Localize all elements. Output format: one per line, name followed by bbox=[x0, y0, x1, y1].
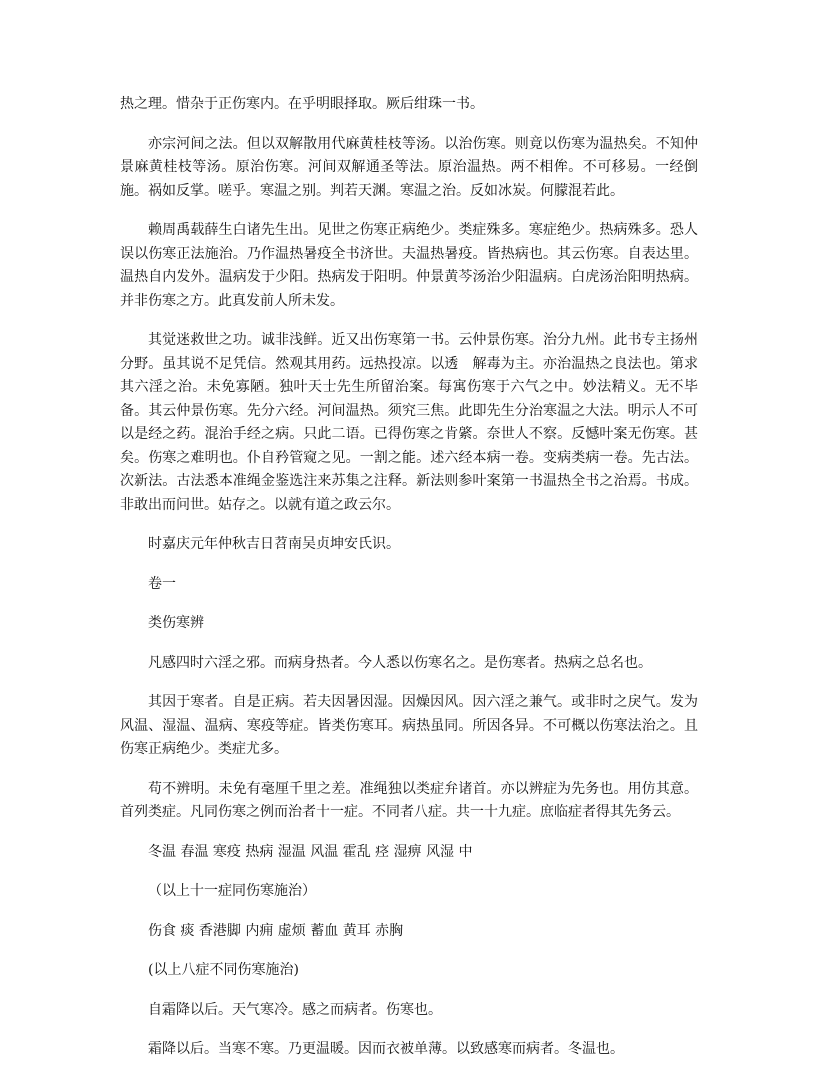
volume-heading: 卷一 bbox=[148, 575, 176, 592]
symptom-list-different: 伤食 痰 香港脚 内痈 虚烦 蓄血 黄耳 赤胸 bbox=[148, 922, 404, 939]
paragraph-ye-tianshi: 其觉迷救世之功。诚非浅鲜。近又出伤寒第一书。云仲景伤寒。治分九州。此书专主扬州分野。虽其说不足凭信。然观其用药。远热投凉。以透 解毒为主。亦治温热之良法也。第求其六淫之治。未免寡陋。独叶天士先生所留治案。每寓伤寒于六气之中。妙法精义。无不毕备。其云仲景伤寒。先分六经。河间温热。须究三焦。此即先生分治寒温之大法。明示人不可以是经之药。混治手经之病。只此二语。已得伤寒之肯綮。奈世人不察。反憾叶案无伤寒。甚矣。伤寒之难明也。仆自矜管窥之见。一割之能。述六经本病一卷。变病类病一卷。先古法。次新法。古法悉本准绳金鉴选注来苏集之注释。新法则参叶案第一书温热全书之治焉。书成。非敢出而问世。姑存之。以就有道之政云尔。 bbox=[120, 332, 698, 513]
paragraph-causes: 其因于寒者。自是正病。若夫因暑因湿。因燥因风。因六淫之兼气。或非时之戾气。发为风温、湿温、温病、寒疫等症。皆类伤寒耳。病热虽同。所因各异。不可概以伤寒法治之。且伤寒正病绝少。类症尤多。 bbox=[120, 694, 698, 757]
section-heading: 类伤寒辨 bbox=[148, 615, 204, 631]
paragraph-zhou-xue: 赖周禹载薛生白诸先生出。见世之伤寒正病绝少。类症殊多。寒症绝少。热病殊多。恐人误以伤寒正法施治。乃作温热暑疫全书济世。夫温热暑疫。皆热病也。其云伤寒。自表达里。温热自内发外。温病发于少阳。热病发于阳明。仲景黄芩汤治少阳温病。白虎汤治阳明热病。并非伤寒之方。此真发前人所未发。 bbox=[120, 222, 698, 309]
paragraph-continuation: 热之理。惜杂于正伤寒内。在乎明眼择取。厥后绀珠一书。 bbox=[120, 96, 484, 112]
document-page bbox=[120, 93, 698, 1078]
paragraph-date-signature: 时嘉庆元年仲秋吉日苕南吴贞坤安氏识。 bbox=[148, 536, 400, 552]
symptom-list-same-note: （以上十一症同伤寒施治） bbox=[148, 883, 316, 899]
paragraph-dongwen-definition: 霜降以后。当寒不寒。乃更温暖。因而衣被单薄。以致感寒而病者。冬温也。 bbox=[148, 1041, 624, 1057]
paragraph-hejian-method: 亦宗河间之法。但以双解散用代麻黄桂枝等汤。以治伤寒。则竟以伤寒为温热矣。不知仲景麻黄桂枝等汤。原治伤寒。河间双解通圣等法。原治温热。两不相侔。不可移易。一经倒施。祸如反掌。嗟乎。寒温之别。判若天渊。寒温之治。反如冰炭。何朦混若此。 bbox=[120, 135, 698, 199]
paragraph-shanghan-definition: 自霜降以后。天气寒冷。感之而病者。伤寒也。 bbox=[148, 1001, 442, 1018]
paragraph-distinction: 苟不辨明。未免有毫厘千里之差。准绳独以类症弁诸首。亦以辨症为先务也。用仿其意。首列类症。凡同伤寒之例而治者十一症。不同者八症。共一十九症。庶临症者得其先务云。 bbox=[120, 780, 698, 820]
symptom-list-same: 冬温 春温 寒疫 热病 湿温 风温 霍乱 痉 湿痹 风湿 中 bbox=[148, 843, 473, 860]
paragraph-definition: 凡感四时六淫之邪。而病身热者。今人悉以伤寒名之。是伤寒者。热病之总名也。 bbox=[148, 654, 652, 671]
symptom-list-different-note: (以上八症不同伤寒施治) bbox=[148, 962, 299, 978]
